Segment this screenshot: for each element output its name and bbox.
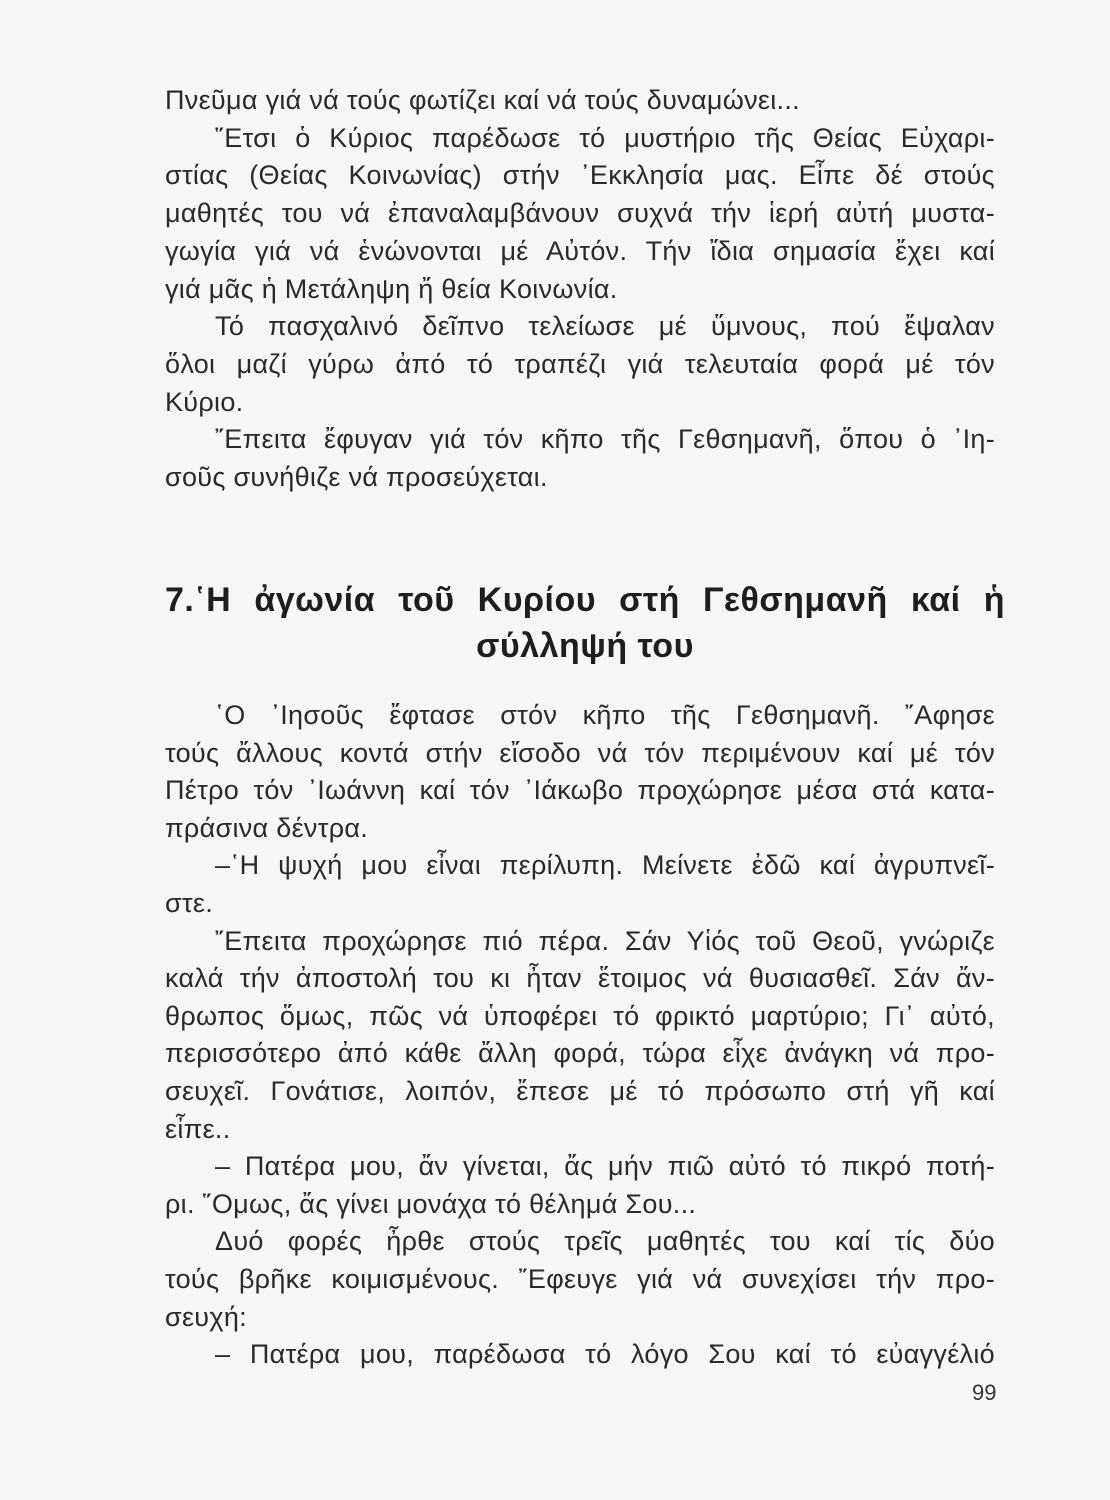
text-line: Πέτρο τόν ᾽Ιωάννη καί τόν ᾽Ιάκωβο προχώρησε μέσα στά κατα-: [165, 775, 995, 806]
text-line: – Πατέρα μου, παρέδωσα τό λόγο Σου καί τό εὐαγγέλιό: [215, 1339, 995, 1370]
page-number: 99: [972, 1380, 997, 1405]
text-line: ῎Επειτα ἔφυγαν γιά τόν κῆπο τῆς Γεθσημανῆ, ὅπου ὁ ᾽Ιη-: [215, 424, 995, 455]
text-line: σευχεῖ. Γονάτισε, λοιπόν, ἔπεσε μέ τό πρόσωπο στή γῆ καί: [165, 1076, 995, 1106]
text-line: εἶπε..: [165, 1113, 231, 1144]
text-line: ῎Επειτα προχώρησε πιό πέρα. Σάν Υἱός τοῦ Θεοῦ, γνώριζε: [215, 925, 995, 956]
text-line: ὅλοι μαζί γύρω ἀπό τό τραπέζι γιά τελευταία φορά μέ τόν: [165, 348, 995, 379]
chapter-heading-line-1: 7.῾Η ἀγωνία τοῦ Κυρίου στή Γεθσημανῆ καί ἡ: [165, 581, 1005, 619]
text-line: γωγία γιά νά ἑνώνονται μέ Αὐτόν. Τήν ἴδια σημασία ἔχει καί: [165, 235, 995, 266]
text-line: τούς ἄλλους κοντά στήν εἴσοδο νά τόν περιμένουν καί μέ τόν: [165, 737, 995, 768]
text-line: σευχή:: [165, 1301, 247, 1332]
text-line: σοῦς συνήθιζε νά προσεύχεται.: [165, 462, 548, 492]
text-line: – Πατέρα μου, ἄν γίνεται, ἄς μήν πιῶ αὐτό τό πικρό ποτή-: [215, 1151, 995, 1182]
text-line: Τό πασχαλινό δεῖπνο τελείωσε μέ ὕμνους, πού ἔψαλαν: [215, 311, 995, 342]
text-line: ρι. ῞Ομως, ἄς γίνει μονάχα τό θέλημά Σου...: [165, 1188, 697, 1219]
text-line: θρωπος ὅμως, πῶς νά ὑποφέρει τό φρικτό μαρτύριο; Γι᾽ αὐτό,: [165, 1000, 995, 1031]
text-line: ῞Ετσι ὁ Κύριος παρέδωσε τό μυστήριο τῆς Θείας Εὐχαρι-: [215, 122, 995, 153]
text-line: γιά μᾶς ἡ Μετάληψη ἤ θεία Κοινωνία.: [165, 273, 618, 304]
text-line: καλά τήν ἀποστολή του κι ἦταν ἕτοιμος νά θυσιασθεῖ. Σάν ἄν-: [165, 963, 995, 994]
text-line: Κύριο.: [165, 386, 244, 417]
text-line: πράσινα δέντρα.: [165, 812, 369, 843]
text-line: τούς βρῆκε κοιμισμένους. ῎Εφευγε γιά νά συνεχίσει τήν προ-: [165, 1264, 995, 1294]
text-line: στίας (Θείας Κοινωνίας) στήν ᾽Εκκλησία μας. Εἶπε δέ στούς: [165, 160, 995, 191]
chapter-heading-line-2: σύλληψή του: [476, 627, 694, 665]
text-line: Δυό φορές ἦρθε στούς τρεῖς μαθητές του καί τίς δύο: [215, 1226, 995, 1257]
text-line: στε.: [165, 888, 214, 918]
text-line: μαθητές του νά ἐπαναλαμβάνουν συχνά τήν ἱερή αὐτή μυστα-: [165, 198, 995, 229]
text-line: –῾Η ψυχή μου εἶναι περίλυπη. Μείνετε ἐδῶ καί ἀγρυπνεῖ-: [215, 850, 995, 881]
text-line: ῾Ο ᾽Ιησοῦς ἔφτασε στόν κῆπο τῆς Γεθσημανῆ. ῎Αφησε: [215, 700, 995, 730]
text-line: περισσότερο ἀπό κάθε ἄλλη φορά, τώρα εἶχε ἀνάγκη νά προ-: [165, 1038, 995, 1069]
text-line: Πνεῦμα γιά νά τούς φωτίζει καί νά τούς δυναμώνει...: [165, 85, 800, 115]
